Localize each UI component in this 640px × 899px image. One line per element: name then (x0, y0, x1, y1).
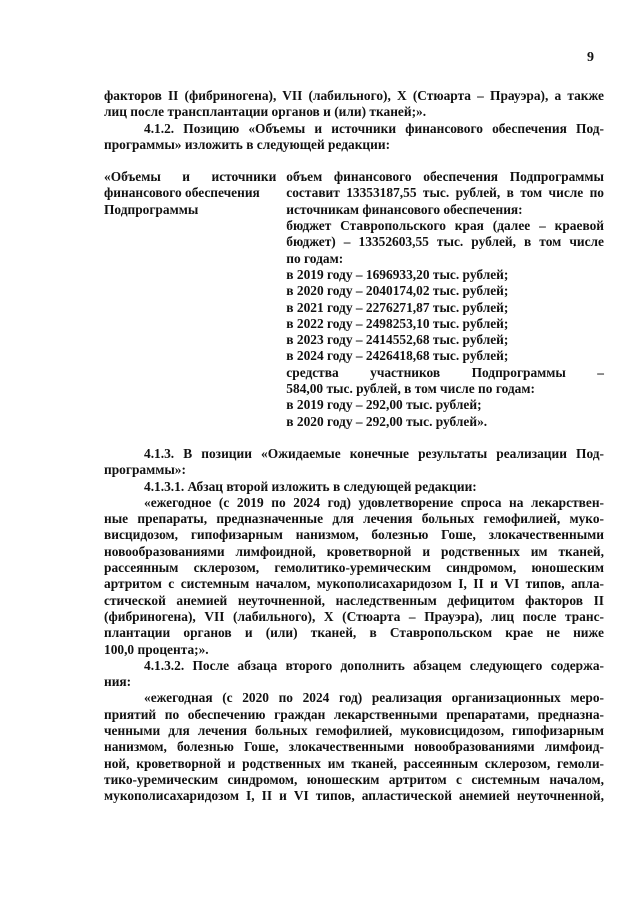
paragraph-continuation (104, 88, 604, 121)
table-right-line: в 2022 году – 2498253,10 тыс. рублей; (286, 315, 509, 331)
text-line: 4.1.3. В позиции «Ожидаемые конечные результаты реализации Под- (144, 445, 604, 461)
table-right-line: в 2019 году – 292,00 тыс. рублей; (286, 397, 482, 413)
table-right-line: объем финансового обеспечения Подпрограммы (286, 169, 604, 185)
table-left-column (104, 169, 276, 430)
text-line: «ежегодное (с 2019 по 2024 год) удовлетворение спроса на лекарствен- (144, 494, 604, 510)
page-number: 9 (587, 50, 594, 65)
paragraph-quote-1 (104, 495, 604, 658)
table-right-line: составит 13353187,55 тыс. рублей, в том числе по (286, 185, 604, 201)
text-line: рассеянным склерозом, гемолитико-уремическим синдромом, юношеским (104, 560, 604, 576)
table-right-line: 584,00 тыс. рублей, в том числе по годам: (286, 381, 535, 397)
paragraph-4-1-3-1 (104, 479, 604, 495)
text-line: факторов II (фибриногена), VII (лабильного), X (Стюарта – Прауэра), а также (104, 88, 604, 103)
table-right-line: в 2024 году – 2426418,68 тыс. рублей; (286, 348, 509, 364)
paragraph-quote-2 (104, 690, 604, 804)
text-line: 100,0 процента;». (104, 641, 209, 657)
table-right-line: источникам финансового обеспечения: (286, 201, 523, 217)
text-line: плантации органов и (или) тканей, в Ставропольском крае не ниже (104, 625, 604, 641)
text-line: артритом с системным началом, мукополисахаридозом I, II и VI типов, апла- (104, 576, 604, 592)
text-line: 4.1.2. Позицию «Объемы и источники финансового обеспечения Под- (144, 120, 604, 136)
text-line: «ежегодная (с 2020 по 2024 год) реализация организационных меро- (144, 690, 604, 706)
text-line: программы» изложить в следующей редакции: (104, 136, 391, 152)
text-line: 4.1.3.2. После абзаца второго дополнить абзацем следующего содержа- (144, 657, 604, 673)
text-line: висцидозом, гипофизарным нанизмом, болезнью Гоше, злокачественными (104, 527, 604, 543)
table-right-line: средства участников Подпрограммы – (286, 364, 604, 380)
table-right-line: в 2020 году – 2040174,02 тыс. рублей; (286, 283, 509, 299)
paragraph-4-1-3 (104, 446, 604, 479)
table-left-line: финансового обеспечения (104, 185, 260, 201)
table-left-line: Подпрограммы (104, 201, 199, 217)
text-line: (фибриногена), VII (лабильного), X (Стюарта – Прауэра), лиц после транс- (104, 608, 604, 624)
text-line: ния: (104, 674, 132, 690)
table-right-column (286, 169, 604, 430)
table-left-line: «Объемы и источники (104, 169, 277, 185)
text-line: приятий по обеспечению граждан лекарственными препаратами, предназна- (104, 706, 604, 722)
table-right-line: в 2021 году – 2276271,87 тыс. рублей; (286, 299, 509, 315)
text-line: новообразованиями лимфоидной, кроветворной и родственных им тканей, (104, 543, 604, 559)
table-right-line: по годам: (286, 250, 344, 266)
text-line: ченными для лечения больных гемофилией, муковисцидозом, гипофизарным (104, 722, 604, 738)
text-line: ной, кроветворной и родственных им тканей, рассеянным склерозом, гемоли- (104, 755, 604, 771)
paragraph-4-1-3-2 (104, 658, 604, 691)
text-line: 4.1.3.1. Абзац второй изложить в следующей редакции: (144, 478, 477, 494)
text-line: мукополисахаридозом I, II и VI типов, апластической анемией неуточненной, (104, 788, 604, 804)
table-right-line: бюджет Ставропольского края (далее – краевой (286, 218, 604, 234)
table-right-line: в 2020 году – 292,00 тыс. рублей». (286, 413, 488, 429)
text-line: нанизмом, болезнью Гоше, злокачественными новообразованиями лимфоид- (104, 739, 604, 755)
text-line: лиц после трансплантации органов и (или) тканей;». (104, 104, 427, 120)
text-line: стической анемией неуточненной, наследственным дефицитом факторов II (104, 592, 604, 608)
table-right-line: в 2023 году – 2414552,68 тыс. рублей; (286, 332, 509, 348)
text-line: программы»: (104, 462, 186, 478)
funding-table (104, 169, 604, 430)
text-line: тико-уремическим синдромом, юношеским артритом с системным началом, (104, 771, 604, 787)
table-right-line: в 2019 году – 1696933,20 тыс. рублей; (286, 266, 509, 282)
table-right-line: бюджет) – 13352603,55 тыс. рублей, в том числе (286, 234, 604, 250)
text-line: ные препараты, предназначенные для лечения больных гемофилией, муко- (104, 511, 604, 527)
document-body (104, 88, 604, 804)
paragraph-4-1-2 (104, 121, 604, 154)
